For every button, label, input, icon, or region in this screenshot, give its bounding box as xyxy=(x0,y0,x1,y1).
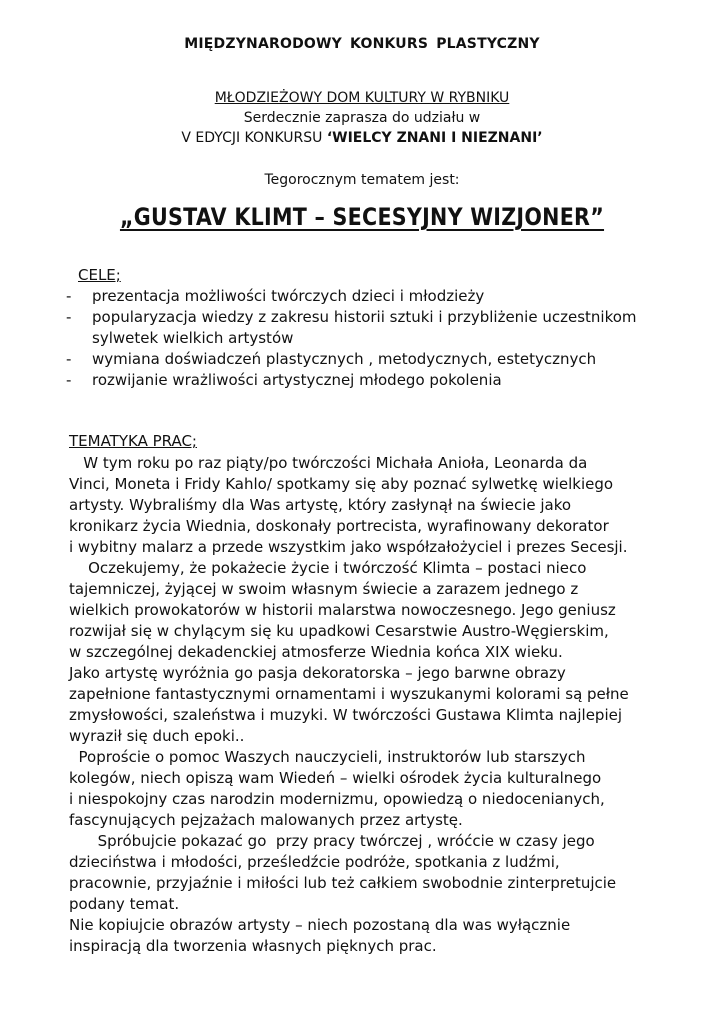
goal-dash: - xyxy=(66,350,72,368)
body-line: rozwijał się w chylącym się ku upadkowi Cesarstwie Austro-Węgierskim, xyxy=(69,622,609,640)
goals-label: CELE; xyxy=(78,266,121,284)
body-line: zmysłowości, szaleństwa i muzyki. W twórczości Gustawa Klimta najlepiej xyxy=(69,706,623,724)
body-line: artysty. Wybraliśmy dla Was artystę, który zasłynął na świecie jako xyxy=(69,496,572,514)
goal-item xyxy=(66,349,686,370)
body-line: Jako artystę wyróżnia go pasja dekoratorska – jego barwne obrazy xyxy=(69,664,566,682)
body-line: tajemniczej, żyjącej w swoim własnym świecie a zarazem jednego z xyxy=(69,580,579,598)
body-line: inspiracją dla tworzenia własnych pięknych prac. xyxy=(69,937,437,955)
goal-dash: - xyxy=(66,308,72,326)
body-line: Nie kopiujcie obrazów artysty – niech pozostaną dla was wyłącznie xyxy=(69,916,571,934)
goal-item xyxy=(66,370,686,391)
goal-text: wymiana doświadczeń plastycznych , metodycznych, estetycznych xyxy=(92,350,597,368)
edition-line xyxy=(0,128,724,148)
body-line: Oczekujemy, że pokażecie życie i twórczość Klimta – postaci nieco xyxy=(69,559,587,577)
goal-text: prezentacja możliwości twórczych dzieci i młodzieży xyxy=(92,287,485,305)
theme-heading: „GUSTAV KLIMT – SECESYJNY WIZJONER” xyxy=(119,203,605,231)
goals-list xyxy=(66,286,686,391)
body-line: i niespokojny czas narodzin modernizmu, opowiedzą o niedocenianych, xyxy=(69,790,605,808)
invitation-line: Serdecznie zaprasza do udziału w xyxy=(243,110,481,126)
edition-prefix: V EDYCJI KONKURSU xyxy=(181,130,327,146)
body-line: W tym roku po raz piąty/po twórczości Michała Anioła, Leonarda da xyxy=(69,454,588,472)
goal-item xyxy=(66,307,686,349)
contest-name: ‘WIELCY ZNANI I NIEZNANI’ xyxy=(326,130,543,146)
body-line: wyraził się duch epoki.. xyxy=(69,727,245,745)
goal-dash: - xyxy=(66,371,72,389)
body-line: zapełnione fantastycznymi ornamentami i wyszukanymi kolorami są pełne xyxy=(69,685,629,703)
body-line: Spróbujcie pokazać go przy pracy twórczej , wróćcie w czasy jego xyxy=(69,832,595,850)
document-title: MIĘDZYNARODOWY KONKURS PLASTYCZNY xyxy=(184,36,540,52)
goal-text: rozwijanie wrażliwości artystycznej młodego pokolenia xyxy=(92,371,502,389)
theme-lead: Tegorocznym tematem jest: xyxy=(264,172,460,188)
body-line: pracownie, przyjaźnie i miłości lub też całkiem swobodnie zinterpretujcie xyxy=(69,874,617,892)
goal-text-continued: sylwetek wielkich artystów xyxy=(92,329,294,347)
body-line: podany temat. xyxy=(69,895,180,913)
organizer-name: MŁODZIEŻOWY DOM KULTURY W RYBNIKU xyxy=(214,90,510,106)
body-line: i wybitny malarz a przede wszystkim jako współzałożyciel i prezes Secesji. xyxy=(69,538,628,556)
topics-label: TEMATYKA PRAC; xyxy=(69,432,197,450)
goal-item xyxy=(66,286,686,307)
body-line: dzieciństwa i młodości, prześledźcie podróże, spotkania z ludźmi, xyxy=(69,853,560,871)
body-line: Poproście o pomoc Waszych nauczycieli, instruktorów lub starszych xyxy=(69,748,586,766)
topics-body xyxy=(69,453,689,957)
invitation-block xyxy=(0,88,724,148)
body-line: w szczególnej dekadenckiej atmosferze Wiednia końca XIX wieku. xyxy=(69,643,563,661)
goal-dash: - xyxy=(66,287,72,305)
body-line: kolegów, niech opiszą wam Wiedeń – wielki ośrodek życia kulturalnego xyxy=(69,769,602,787)
body-line: kronikarz życia Wiednia, doskonały portrecista, wyrafinowany dekorator xyxy=(69,517,609,535)
body-line: wielkich prowokatorów w historii malarstwa nowoczesnego. Jego geniusz xyxy=(69,601,616,619)
body-line: fascynujących pejzażach malowanych przez artystę. xyxy=(69,811,463,829)
body-line: Vinci, Moneta i Fridy Kahlo/ spotkamy się aby poznać sylwetkę wielkiego xyxy=(69,475,614,493)
goal-text: popularyzacja wiedzy z zakresu historii sztuki i przybliżenie uczestnikom xyxy=(92,308,637,326)
